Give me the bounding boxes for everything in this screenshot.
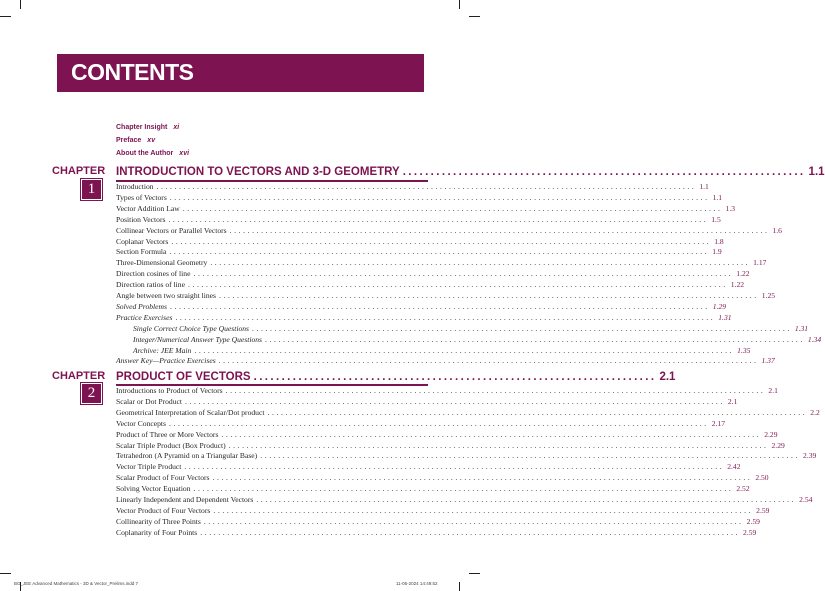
dot-leader: ........................................................................ <box>253 371 657 383</box>
toc-entry[interactable] <box>116 494 813 504</box>
dot-leader: ........................................................................................................................ <box>200 527 741 537</box>
toc-entry[interactable] <box>133 345 751 355</box>
crop-mark <box>0 16 11 17</box>
toc-entry-page: 2.2 <box>810 407 820 417</box>
toc-entry[interactable] <box>116 203 736 213</box>
toc-entry-page: 2.42 <box>727 462 741 472</box>
toc-entry-page: 2.29 <box>771 440 785 450</box>
toc-entry[interactable] <box>116 312 732 322</box>
toc-entry-title: Geometrical Interpretation of Scalar/Dot product <box>116 407 265 417</box>
toc-entry[interactable] <box>116 192 723 202</box>
front-matter-label: Chapter Insight <box>116 124 168 131</box>
front-matter-item[interactable] <box>116 137 155 144</box>
toc-entry-title: Collinear Vectors or Parallel Vectors <box>116 225 227 235</box>
toc-entry-page: 1.6 <box>772 225 782 235</box>
toc-entry-title: Position Vectors <box>116 214 166 224</box>
footer-file-info: BG_JEE Advanced Mathematics - 3D & Vector_Prelims.indd 7 <box>14 581 139 586</box>
toc-entry-page: 1.1 <box>699 182 709 191</box>
dot-leader: ........................................................................................................................ <box>267 407 808 417</box>
toc-entry-page: 1.5 <box>711 214 721 224</box>
toc-entry-title: Solved Problems <box>116 301 167 311</box>
toc-entry[interactable] <box>116 472 769 483</box>
toc-entry[interactable] <box>116 181 709 191</box>
toc-entry-title: Scalar Product of Four Vectors <box>116 473 210 483</box>
toc-entry[interactable] <box>116 214 721 224</box>
chapter-page: 1.1 <box>808 166 825 178</box>
toc-entry-page: 1.29 <box>712 301 727 311</box>
dot-leader: ........................................................................................................................ <box>265 334 805 344</box>
toc-entry-title: Angle between two straight lines <box>116 291 216 300</box>
dot-leader: ........................................................................................................................ <box>218 291 759 300</box>
toc-entry-title: Direction cosines of line <box>116 269 191 279</box>
toc-entry-page: 1.22 <box>736 269 750 279</box>
dot-leader: ........................................................................................................................ <box>187 280 728 290</box>
crop-mark <box>469 16 480 17</box>
dot-leader: ........................................................................................................................ <box>212 473 753 483</box>
toc-entry[interactable] <box>116 440 785 450</box>
toc-entry-page: 2.1 <box>768 386 778 395</box>
dot-leader: ........................................................................................................................ <box>260 451 801 461</box>
crop-mark <box>0 573 11 574</box>
toc-entry-title: Vector Addition Law <box>116 203 180 213</box>
dot-leader: ........................................................................................................................ <box>225 386 766 395</box>
contents-banner <box>57 54 424 92</box>
dot-leader: ........................................................................................................................ <box>194 345 735 355</box>
toc-entry-page: 1.3 <box>725 203 736 213</box>
toc-entry-title: Introduction <box>116 182 154 191</box>
toc-entry-title: Linearly Independent and Dependent Vectors <box>116 495 254 504</box>
toc-entry[interactable] <box>116 301 727 311</box>
toc-entry-title: Vector Concepts <box>116 418 166 428</box>
toc-entry-title: Introductions to Product of Vectors <box>116 386 223 395</box>
crop-mark <box>459 0 460 9</box>
dot-leader: ........................................................................................................................ <box>169 301 710 311</box>
front-matter-page: xv <box>147 137 156 144</box>
toc-entry[interactable] <box>116 461 741 472</box>
dot-leader: ........................................................................................................................ <box>218 356 759 366</box>
toc-entry-page: 1.22 <box>730 280 745 290</box>
front-matter-item[interactable] <box>116 124 179 131</box>
toc-entry-title: Direction ratios of line <box>116 280 185 290</box>
toc-entry-title: Single Correct Choice Type Questions <box>133 323 249 333</box>
dot-leader: ........................................................................................................................ <box>252 323 792 333</box>
toc-entry-title: Three-Dimensional Geometry <box>116 258 208 268</box>
toc-entry[interactable] <box>116 236 724 246</box>
toc-entry-page: 2.52 <box>736 484 750 494</box>
toc-entry[interactable] <box>116 279 745 290</box>
dot-leader: ........................................................................................................................ <box>184 462 725 472</box>
toc-entry[interactable] <box>116 268 750 279</box>
dot-leader: ........................................................................................................................ <box>156 182 697 191</box>
chapter-label: CHAPTER <box>52 370 106 382</box>
dot-leader: ........................................................................ <box>402 166 806 178</box>
toc-entry-title: Vector Triple Product <box>116 462 182 472</box>
toc-entry-title: Solving Vector Equation <box>116 484 191 494</box>
toc-entry-title: Archive: JEE Main <box>133 345 192 355</box>
chapter-title: PRODUCT OF VECTORS <box>116 371 251 383</box>
dot-leader: ........................................................................................................................ <box>221 429 762 439</box>
dot-leader: ........................................................................................................................ <box>171 236 712 246</box>
toc-entry-page: 2.54 <box>799 495 813 504</box>
toc-entry-title: Collinearity of Three Points <box>116 516 201 526</box>
front-matter-page: xi <box>173 124 180 131</box>
toc-entry-page: 1.31 <box>718 312 732 322</box>
toc-entry-page: 1.37 <box>761 356 775 366</box>
toc-entry[interactable] <box>116 396 738 406</box>
crop-mark <box>20 0 21 9</box>
toc-entry[interactable] <box>116 355 775 366</box>
toc-entry[interactable] <box>116 407 820 417</box>
crop-mark <box>459 582 460 591</box>
toc-entry-page: 1.1 <box>712 192 723 202</box>
toc-entry[interactable] <box>133 334 822 344</box>
toc-entry[interactable] <box>116 450 817 461</box>
front-matter-item[interactable] <box>116 150 189 157</box>
toc-entry-page: 2.59 <box>743 527 757 537</box>
toc-entry-page: 2.39 <box>803 451 817 461</box>
dot-leader: ........................................................................................................................ <box>169 192 710 202</box>
dot-leader: ........................................................................................................................ <box>168 418 709 428</box>
toc-entry-page: 1.35 <box>737 345 751 355</box>
toc-entry-title: Tetrahedron (A Pyramid on a Triangular Base) <box>116 451 258 461</box>
toc-entry-title: Vector Product of Four Vectors <box>116 505 211 515</box>
dot-leader: ........................................................................................................................ <box>185 396 725 406</box>
dot-leader: ........................................................................................................................ <box>256 495 797 504</box>
toc-entry-page: 2.59 <box>746 516 760 526</box>
dot-leader: ........................................................................................................................ <box>193 269 734 279</box>
toc-entry[interactable] <box>116 429 778 439</box>
toc-entry[interactable] <box>116 505 770 515</box>
toc-entry[interactable] <box>116 257 767 268</box>
dot-leader: ........................................................................................................................ <box>169 247 710 257</box>
front-matter-label: About the Author <box>116 150 174 157</box>
toc-entry[interactable] <box>116 418 726 428</box>
toc-entry[interactable] <box>116 225 782 235</box>
toc-entry[interactable] <box>116 246 722 257</box>
chapter-number-badge: 2 <box>81 383 102 404</box>
page-title: CONTENTS <box>71 59 194 85</box>
toc-entry-page: 1.17 <box>753 258 767 268</box>
chapter-heading[interactable] <box>116 369 676 383</box>
chapter-title: INTRODUCTION TO VECTORS AND 3-D GEOMETRY <box>116 166 400 178</box>
toc-entry-page: 2.29 <box>764 429 778 439</box>
toc-entry-page: 1.31 <box>794 323 809 333</box>
toc-entry-title: Section Formula <box>116 247 167 257</box>
toc-entry-page: 1.25 <box>761 291 776 300</box>
toc-entry-title: Coplanar Vectors <box>116 236 169 246</box>
chapter-label: CHAPTER <box>52 165 106 177</box>
toc-entry-title: Integer/Numerical Answer Type Questions <box>133 334 263 344</box>
dot-leader: ........................................................................................................................ <box>229 225 770 235</box>
footer-timestamp: 11-05-2024 14:49:52 <box>396 581 438 586</box>
toc-entry[interactable] <box>116 290 776 300</box>
toc-entry-title: Coplanarity of Four Points <box>116 527 198 537</box>
toc-entry[interactable] <box>116 385 778 395</box>
toc-entry-page: 2.1 <box>727 396 738 406</box>
toc-entry[interactable] <box>116 527 757 537</box>
toc-entry-page: 1.9 <box>712 247 722 257</box>
dot-leader: ........................................................................................................................ <box>210 258 751 268</box>
toc-entry-page: 1.8 <box>714 236 724 246</box>
toc-entry-page: 1.34 <box>807 334 822 344</box>
crop-mark <box>469 573 480 574</box>
dot-leader: ........................................................................................................................ <box>193 484 734 494</box>
chapter-heading[interactable] <box>116 164 825 178</box>
toc-entry-title: Types of Vectors <box>116 192 167 202</box>
toc-entry-title: Product of Three or More Vectors <box>116 429 219 439</box>
dot-leader: ........................................................................................................................ <box>182 203 723 213</box>
front-matter-label: Preface <box>116 137 142 144</box>
toc-entry[interactable] <box>116 516 760 526</box>
toc-entry[interactable] <box>133 323 809 333</box>
dot-leader: ........................................................................................................................ <box>175 312 716 322</box>
dot-leader: ........................................................................................................................ <box>203 516 744 526</box>
chapter-page: 2.1 <box>659 371 676 383</box>
toc-entry-title: Scalar Triple Product (Box Product) <box>116 440 226 450</box>
front-matter-page: xvi <box>179 150 190 157</box>
toc-entry-title: Practice Exercises <box>116 312 173 322</box>
toc-entry-title: Answer Key—Practice Exercises <box>116 356 216 366</box>
toc-entry-page: 2.59 <box>756 505 770 515</box>
toc-entry-page: 2.50 <box>755 473 769 483</box>
dot-leader: ........................................................................................................................ <box>168 214 709 224</box>
toc-entry-title: Scalar or Dot Product <box>116 396 183 406</box>
toc-entry[interactable] <box>116 483 750 494</box>
dot-leader: ........................................................................................................................ <box>228 440 769 450</box>
chapter-number-badge: 1 <box>81 179 102 200</box>
dot-leader: ........................................................................................................................ <box>213 505 754 515</box>
toc-entry-page: 2.17 <box>711 418 726 428</box>
